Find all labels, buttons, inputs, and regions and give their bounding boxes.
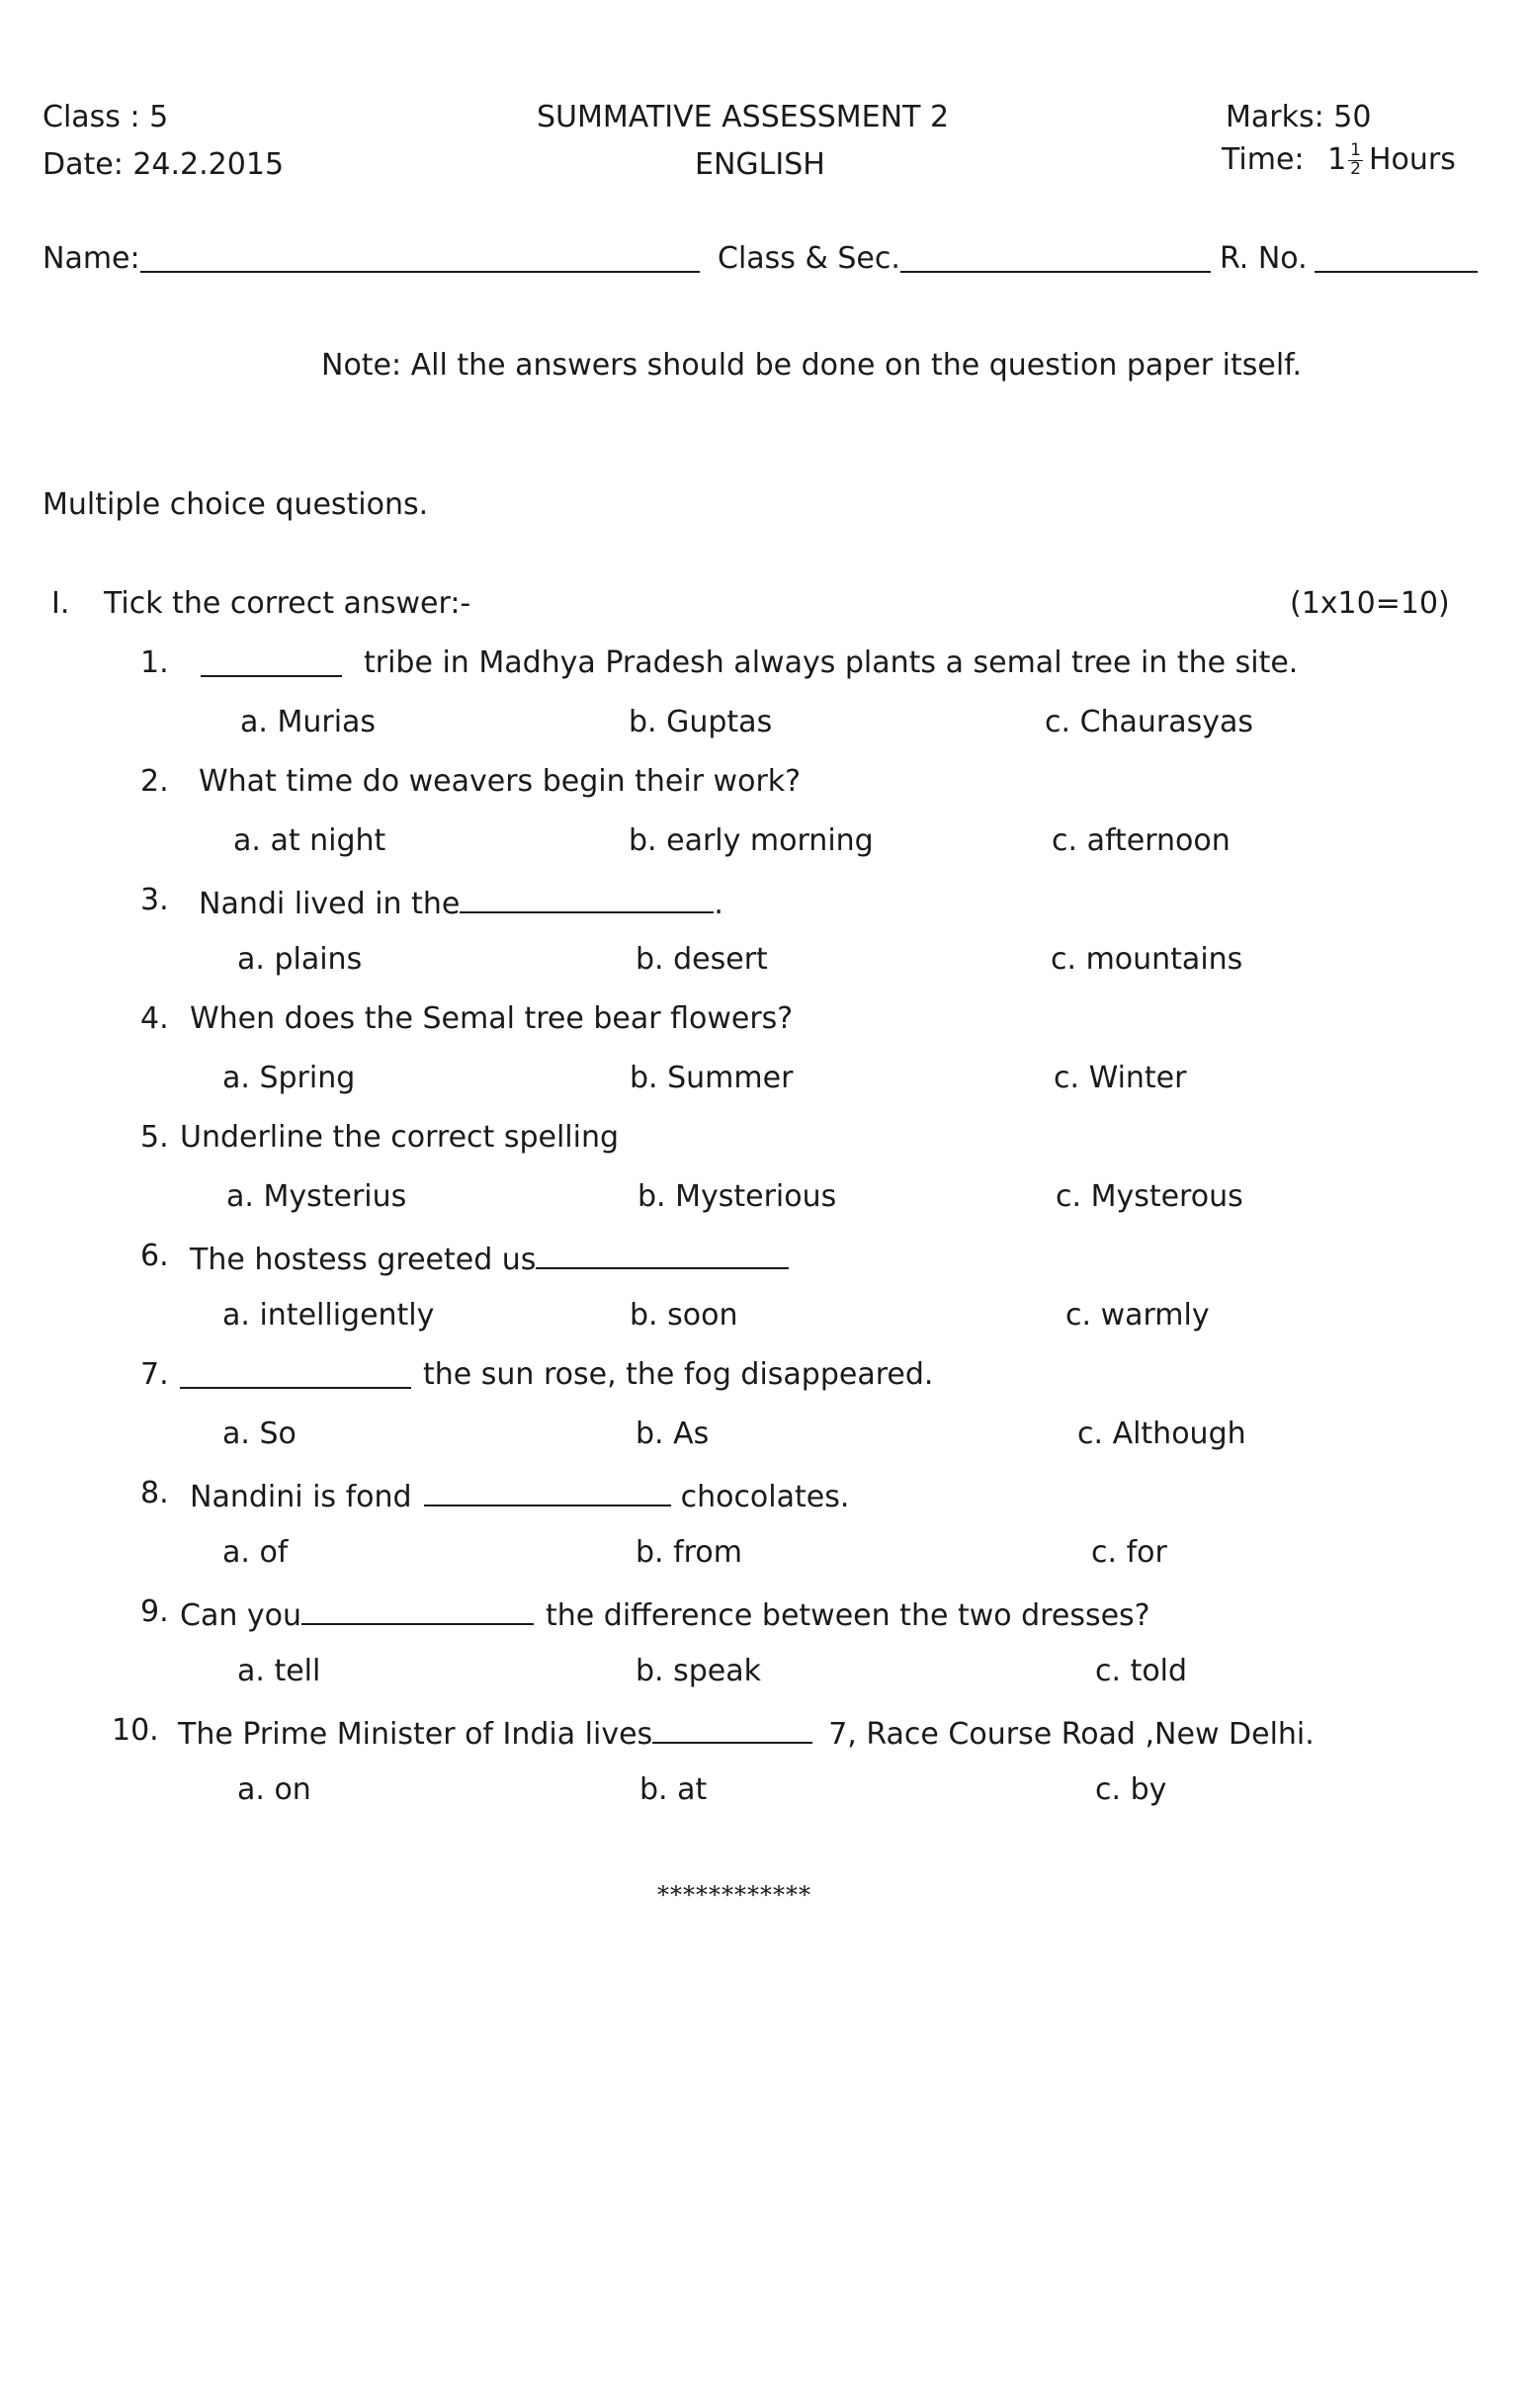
option-b[interactable]: b. at bbox=[639, 1772, 708, 1807]
question-text bbox=[199, 886, 723, 919]
question-number: 10. bbox=[112, 1713, 159, 1748]
question-text: When does the Semal tree bear flowers? bbox=[190, 1001, 794, 1036]
question-text-after: 7, Race Course Road ,New Delhi. bbox=[828, 1717, 1315, 1752]
option-b[interactable]: b. speak bbox=[636, 1654, 762, 1688]
option-a[interactable]: a. at night bbox=[233, 823, 386, 858]
question-number: 8. bbox=[140, 1476, 169, 1510]
question-text bbox=[190, 1242, 789, 1275]
option-b[interactable]: b. Guptas bbox=[629, 705, 773, 739]
answer-blank[interactable] bbox=[201, 649, 342, 677]
time-fraction-numerator: 1 bbox=[1350, 140, 1361, 160]
option-c[interactable]: c. told bbox=[1095, 1654, 1188, 1688]
option-b[interactable]: b. Mysterious bbox=[637, 1179, 837, 1214]
roll-no-label: R. No. bbox=[1220, 241, 1308, 276]
question-number: 1. bbox=[140, 645, 169, 680]
time-label bbox=[1222, 142, 1456, 179]
question-text: tribe in Madhya Pradesh always plants a semal tree in the site. bbox=[364, 645, 1299, 680]
answer-blank[interactable] bbox=[460, 886, 714, 913]
part-instruction: Tick the correct answer:- bbox=[104, 586, 471, 621]
question-text: What time do weavers begin their work? bbox=[199, 764, 802, 799]
question-text: the sun rose, the fog disappeared. bbox=[423, 1357, 934, 1392]
answer-blank[interactable] bbox=[652, 1716, 812, 1744]
question-number: 2. bbox=[140, 764, 169, 799]
option-c[interactable]: c. by bbox=[1095, 1772, 1167, 1807]
time-whole: 1 bbox=[1327, 141, 1347, 177]
question-number: 3. bbox=[140, 883, 169, 917]
option-a[interactable]: a. intelligently bbox=[222, 1298, 435, 1333]
question-text-after: . bbox=[714, 887, 723, 921]
option-c[interactable]: c. Although bbox=[1077, 1417, 1246, 1451]
option-c[interactable]: c. Mysterous bbox=[1056, 1179, 1243, 1214]
option-c[interactable]: c. Chaurasyas bbox=[1045, 705, 1254, 739]
name-label: Name: bbox=[42, 241, 140, 276]
question-text-before: Can you bbox=[180, 1598, 302, 1633]
option-c[interactable]: c. afternoon bbox=[1052, 823, 1231, 858]
option-a[interactable]: a. Murias bbox=[240, 705, 377, 739]
end-of-paper-marker: ************ bbox=[657, 1881, 811, 1909]
option-c[interactable]: c. for bbox=[1091, 1535, 1167, 1570]
time-fraction-denominator: 2 bbox=[1350, 158, 1361, 179]
question-text: Underline the correct spelling bbox=[180, 1120, 620, 1155]
option-a[interactable]: a. on bbox=[237, 1772, 311, 1807]
question-text-before: The hostess greeted us bbox=[190, 1243, 537, 1277]
answer-blank[interactable] bbox=[424, 1479, 671, 1506]
question-text-before: Nandini is fond bbox=[190, 1480, 412, 1514]
option-c[interactable]: c. warmly bbox=[1065, 1298, 1210, 1333]
question-number: 6. bbox=[140, 1239, 169, 1273]
question-number: 5. bbox=[140, 1120, 169, 1155]
answer-blank[interactable] bbox=[301, 1597, 534, 1625]
class-label: Class : 5 bbox=[42, 100, 169, 134]
part-numeral: I. bbox=[51, 586, 70, 621]
option-a[interactable]: a. tell bbox=[237, 1654, 321, 1688]
question-text-after: chocolates. bbox=[680, 1480, 850, 1514]
option-b[interactable]: b. soon bbox=[630, 1298, 738, 1333]
class-sec-field[interactable] bbox=[900, 271, 1211, 273]
question-number: 9. bbox=[140, 1594, 169, 1629]
option-a[interactable]: a. plains bbox=[237, 942, 363, 977]
marks-label: Marks: 50 bbox=[1226, 100, 1372, 134]
option-a[interactable]: a. Spring bbox=[222, 1061, 356, 1095]
option-b[interactable]: b. As bbox=[636, 1417, 710, 1451]
question-text-before: The Prime Minister of India lives bbox=[178, 1717, 653, 1752]
time-prefix: Time: bbox=[1222, 141, 1305, 177]
option-a[interactable]: a. of bbox=[222, 1535, 289, 1570]
section-heading: Multiple choice questions. bbox=[42, 487, 429, 522]
option-c[interactable]: c. Winter bbox=[1054, 1061, 1187, 1095]
option-c[interactable]: c. mountains bbox=[1051, 942, 1243, 977]
option-a[interactable]: a. Mysterius bbox=[226, 1179, 407, 1214]
option-a[interactable]: a. So bbox=[222, 1417, 297, 1451]
time-unit: Hours bbox=[1369, 141, 1456, 177]
subject-label: ENGLISH bbox=[695, 147, 825, 182]
option-b[interactable]: b. early morning bbox=[629, 823, 874, 858]
question-number: 7. bbox=[140, 1357, 169, 1392]
exam-title: SUMMATIVE ASSESSMENT 2 bbox=[537, 100, 950, 134]
note-text: Note: All the answers should be done on the question paper itself. bbox=[321, 348, 1303, 383]
class-sec-label: Class & Sec. bbox=[718, 241, 900, 276]
question-text bbox=[178, 1716, 1315, 1750]
question-text-after: the difference between the two dresses? bbox=[546, 1598, 1150, 1633]
question-text bbox=[190, 1479, 849, 1512]
answer-blank[interactable] bbox=[536, 1242, 789, 1269]
name-field[interactable] bbox=[140, 271, 700, 273]
option-b[interactable]: b. from bbox=[636, 1535, 742, 1570]
roll-no-field[interactable] bbox=[1315, 271, 1478, 273]
question-text-before: Nandi lived in the bbox=[199, 887, 461, 921]
answer-blank[interactable] bbox=[180, 1361, 411, 1389]
option-b[interactable]: b. desert bbox=[636, 942, 768, 977]
question-text bbox=[180, 1597, 1150, 1631]
time-fraction bbox=[1348, 142, 1363, 179]
part-marks: (1x10=10) bbox=[1290, 586, 1450, 621]
option-b[interactable]: b. Summer bbox=[630, 1061, 794, 1095]
question-number: 4. bbox=[140, 1001, 169, 1036]
date-label: Date: 24.2.2015 bbox=[42, 147, 285, 182]
